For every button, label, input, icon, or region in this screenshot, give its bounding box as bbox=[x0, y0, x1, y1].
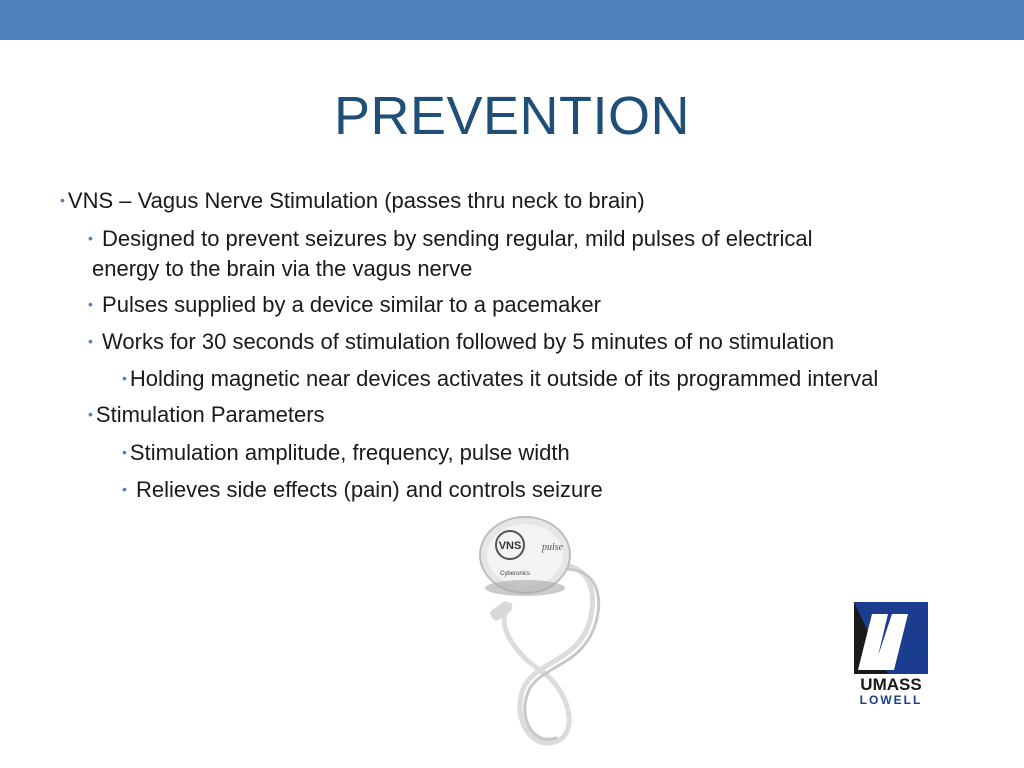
bullet-item: • Stimulation amplitude, frequency, pulse width bbox=[122, 440, 570, 465]
bullet-continuation: energy to the brain via the vagus nerve bbox=[92, 256, 473, 281]
bullet-item: • Designed to prevent seizures by sending regular, mild pulses of electrical bbox=[88, 226, 813, 251]
bullet-dot: • bbox=[122, 370, 127, 386]
bullet-item: • Holding magnetic near devices activates it outside of its programmed interval bbox=[122, 366, 879, 391]
bullet-item: • Pulses supplied by a device similar to a pacemaker bbox=[88, 292, 601, 317]
vns-device-image bbox=[470, 510, 620, 760]
device-vns-label: VNS bbox=[498, 540, 522, 552]
bullet-item: • Stimulation Parameters bbox=[88, 402, 325, 427]
bullet-dot: • bbox=[88, 230, 93, 246]
bullet-dot: • bbox=[60, 192, 65, 208]
bullet-dot: • bbox=[88, 296, 93, 312]
bullet-dot: • bbox=[122, 481, 127, 497]
bullet-dot: • bbox=[88, 333, 93, 349]
device-pulse-label: pulse bbox=[542, 542, 564, 553]
umass-lowell-logo bbox=[848, 602, 934, 706]
bullet-dot: • bbox=[122, 444, 127, 460]
bullet-item: • Works for 30 seconds of stimulation followed by 5 minutes of no stimulation bbox=[88, 329, 835, 354]
slide-title: PREVENTION bbox=[333, 86, 691, 146]
logo-lowell-text: LOWELL bbox=[859, 693, 923, 706]
bullet-item: • VNS – Vagus Nerve Stimulation (passes thru neck to brain) bbox=[60, 188, 645, 213]
device-brand-label: Cyberonics bbox=[500, 571, 531, 577]
logo-umass-text: UMASS bbox=[860, 675, 922, 694]
bullet-item: • Relieves side effects (pain) and controls seizure bbox=[122, 477, 603, 502]
bullet-dot: • bbox=[88, 406, 93, 422]
